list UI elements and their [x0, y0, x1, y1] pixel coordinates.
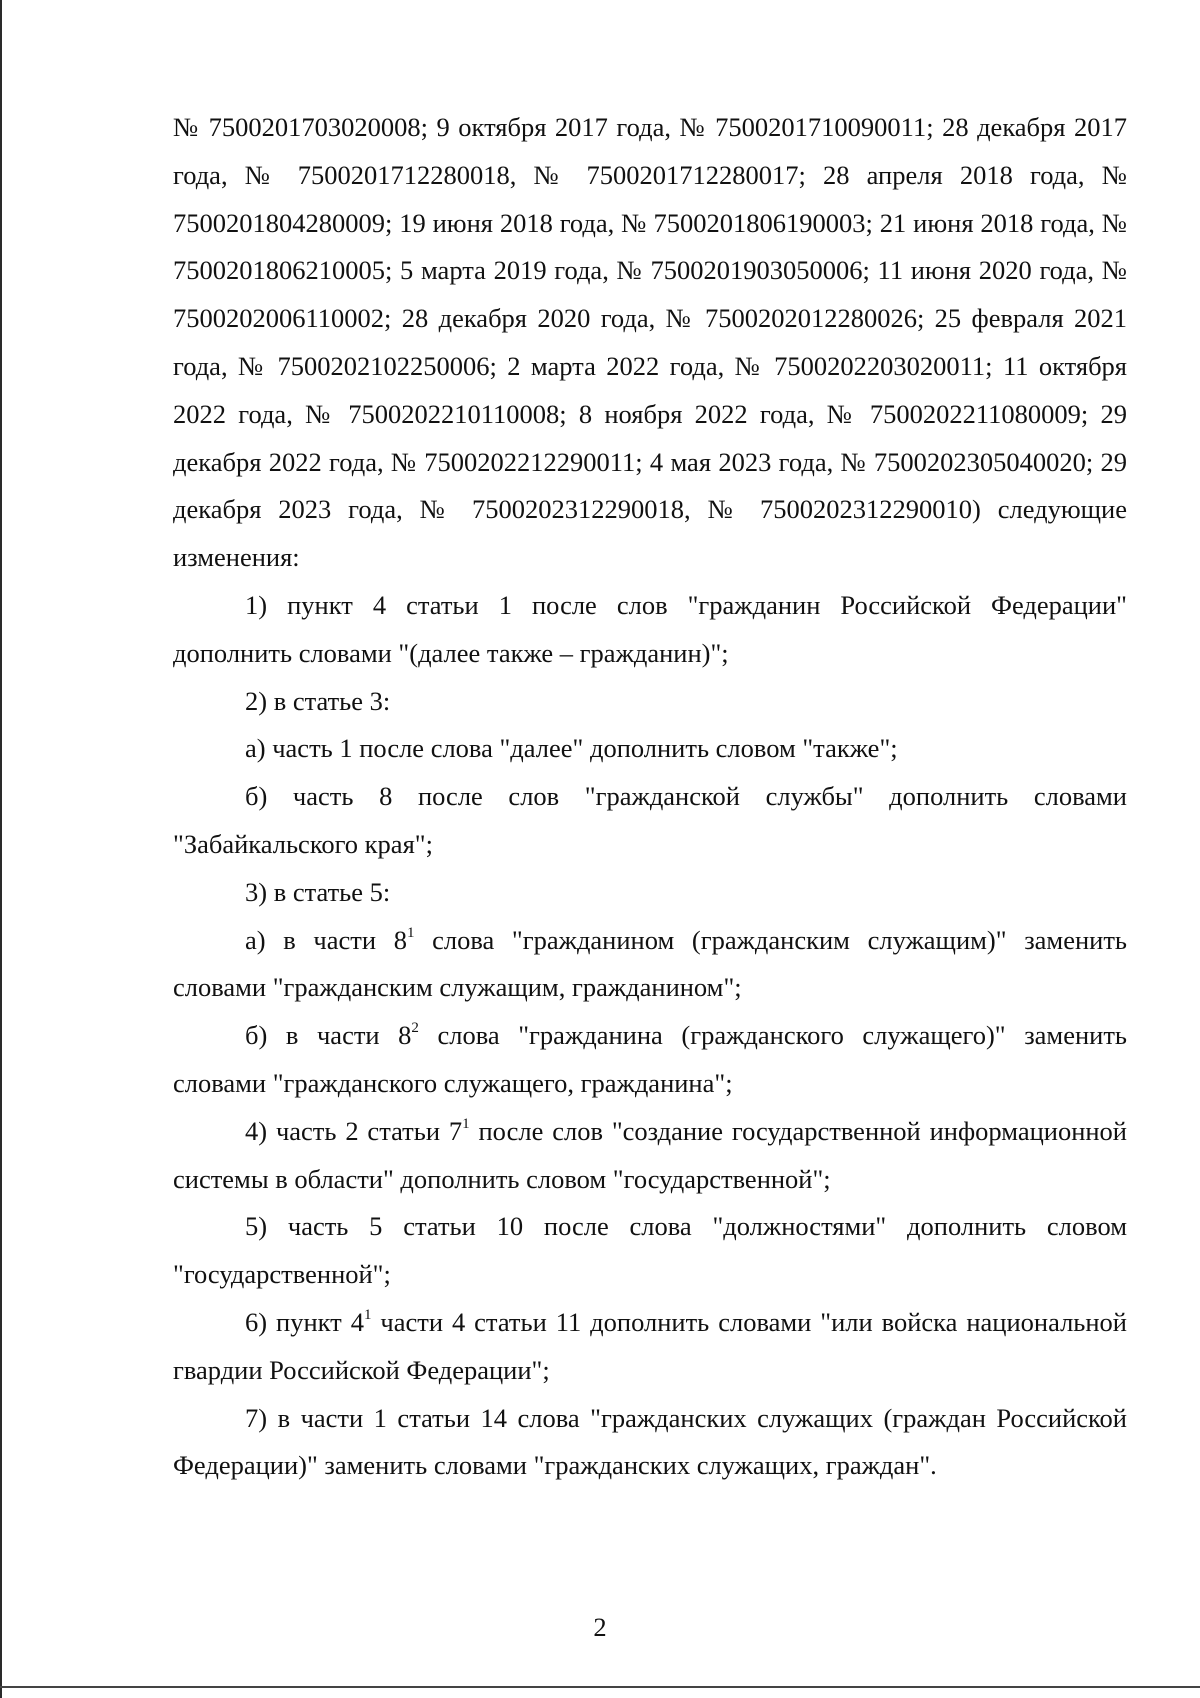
item-1: 1) пункт 4 статьи 1 после слов "гражданин Российской Федерации" дополнить словами "(далее также – гражданин)"; — [173, 589, 1127, 668]
item-3a-text-end: слова "гражданином (гражданским служащим)" заменить словами "гражданским служащим, гражданином"; — [173, 924, 1127, 1003]
item-6 — [173, 1299, 1127, 1395]
item-4-text-start: 4) часть 2 статьи 7 — [245, 1115, 463, 1146]
document-body — [173, 104, 1127, 1490]
item-2: 2) в статье 3: — [245, 685, 391, 716]
item-2a: а) часть 1 после слова "далее" дополнить словом "также"; — [245, 733, 898, 764]
item-4-superscript: 1 — [462, 1115, 470, 1132]
item-6-text-start: 6) пункт 4 — [245, 1306, 364, 1337]
item-3b-text-end: слова "гражданина (гражданского служащего)" заменить словами "гражданского служащего, гражданина"; — [173, 1020, 1127, 1098]
item-6-superscript: 1 — [363, 1306, 372, 1323]
item-3a-superscript: 1 — [406, 924, 415, 941]
page-number: 2 — [593, 1612, 607, 1642]
item-3b-superscript: 2 — [411, 1020, 419, 1037]
item-5: 5) часть 5 статьи 10 после слова "должностями" дополнить словом "государственной"; — [173, 1211, 1127, 1290]
scan-bottom-edge — [0, 1686, 1200, 1688]
item-3a — [173, 917, 1127, 1013]
item-7: 7) в части 1 статьи 14 слова "гражданских служащих (граждан Российской Федерации)" заменить словами "гражданских служащих, граждан". — [173, 1402, 1127, 1481]
item-3b — [173, 1012, 1127, 1108]
continuation-paragraph: № 7500201703020008; 9 октября 2017 года, № 7500201710090011; 28 декабря 2017 года, № 7500201712280018, № 7500201712280017; 28 апреля 2018 года, № 7500201804280009; 19 июня 2018 года, № 7500201806190003; 21 июня 2018 года, № 7500201806210005; 5 марта 2019 года, № 7500201903050006; 11 июня 2020 года, № 7500202006110002; 28 декабря 2020 года, № 7500202012280026; 25 февраля 2021 года, № 7500202102250006; 2 марта 2022 года, № 7500202203020011; 11 октября 2022 года, № 7500202210110008; 8 ноября 2022 года, № 7500202211080009; 29 декабря 2022 года, № 7500202212290011; 4 мая 2023 года, № 7500202305040020; 29 декабря 2023 года, № 7500202312290018, № 7500202312290010) следующие изменения: — [173, 112, 1127, 573]
item-3b-text-start: б) в части 8 — [245, 1020, 412, 1051]
item-3: 3) в статье 5: — [245, 876, 391, 907]
item-2b: б) часть 8 после слов "гражданской службы" дополнить словами "Забайкальского края"; — [173, 781, 1127, 859]
item-4-text-end: после слов "создание государственной информационной системы в области" дополнить словом "государственной"; — [173, 1115, 1127, 1194]
item-6-text-end: части 4 статьи 11 дополнить словами "или войска национальной гвардии Российской Федерации"; — [173, 1306, 1127, 1385]
item-3a-text-start: а) в части 8 — [245, 924, 407, 955]
item-4 — [173, 1108, 1127, 1204]
scan-left-edge — [0, 0, 2, 1698]
